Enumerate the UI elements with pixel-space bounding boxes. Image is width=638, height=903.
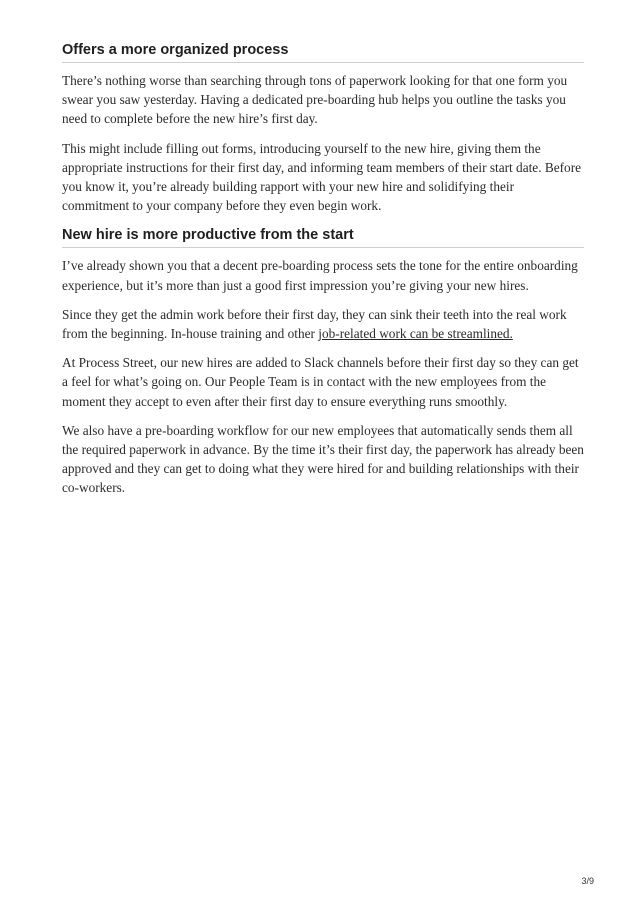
paragraph: At Process Street, our new hires are added to Slack channels before their first day so they can get a feel for what’s going on. Our People Team is in contact with the new employees from the moment they accept to even after their first day to ensure everything runs smoothly.: [62, 355, 579, 409]
paragraph-text: Since they get the admin work before their first day, they can sink their teeth into the real work from the beginning. In-house training and other: [62, 306, 567, 342]
page-number: 3/9: [581, 876, 594, 886]
streamlined-work-link[interactable]: job-related work can be streamlined.: [318, 326, 513, 342]
section-organized-process: [62, 40, 584, 215]
section-heading: New hire is more productive from the start: [62, 225, 584, 248]
section-productive-from-start: [62, 225, 584, 497]
paragraph: There’s nothing worse than searching through tons of paperwork looking for that one form you swear you saw yesterday. Having a dedicated pre-boarding hub helps you outline the tasks you need to complete before the new hire’s first day.: [62, 73, 568, 127]
paragraph: I’ve already shown you that a decent pre-boarding process sets the tone for the entire onboarding experience, but it’s more than just a good first impression you’re giving your new hires.: [62, 258, 578, 293]
paragraph: [62, 305, 584, 343]
paragraph: We also have a pre-boarding workflow for our new employees that automatically sends them all the required paperwork in advance. By the time it’s their first day, the paperwork has already been approved and they can get to doing what they were hired for and building relationships with their co-workers.: [62, 422, 584, 496]
paragraph: This might include filling out forms, introducing yourself to the new hire, giving them the appropriate instructions for their first day, and informing team members of their start date. Before you know it, you’re already building rapport with your new hire and solidifying their commitment to your company before they even begin work.: [62, 140, 582, 214]
section-heading: Offers a more organized process: [62, 40, 584, 63]
document-page: [62, 40, 584, 508]
